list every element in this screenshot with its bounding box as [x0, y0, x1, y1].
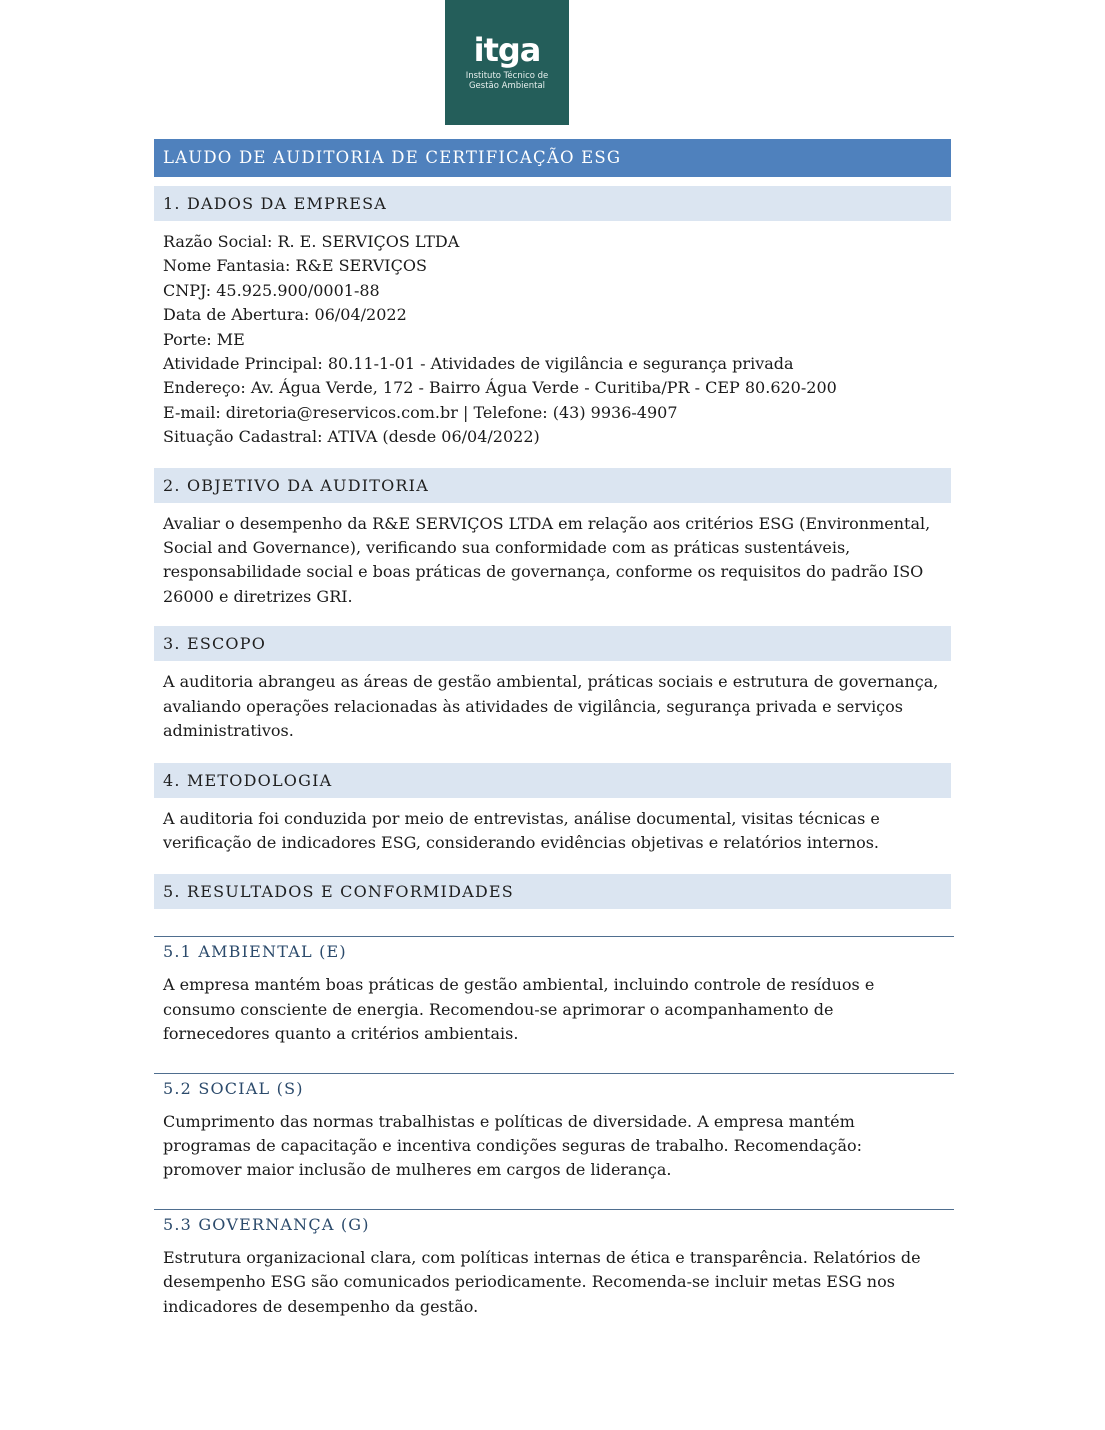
subsection-heading-environmental: 5.1 AMBIENTAL (E): [154, 936, 954, 967]
logo-subtitle: [445, 71, 569, 91]
company-data-list: [154, 221, 951, 450]
logo-subtitle-line1: Instituto Técnico de: [465, 71, 549, 81]
objective-text: Avaliar o desempenho da R&E SERVIÇOS LTDA em relação aos critérios ESG (Environmental, Social and Governance), verificando sua conformidade com as práticas sustentáveis, responsabilidade social e boas práticas de governança, conforme os requisitos do padrão ISO 26000 e diretrizes GRI.: [163, 513, 931, 606]
section-heading-scope: 3. ESCOPO: [154, 626, 951, 661]
section-heading-methodology: 4. METODOLOGIA: [154, 763, 951, 798]
itga-logo: [445, 0, 569, 125]
audit-report: [154, 139, 951, 1319]
company-legal-name: Razão Social: R. E. SERVIÇOS LTDA: [163, 232, 460, 251]
logo-mark: [445, 33, 569, 67]
section-heading-objective: 2. OBJETIVO DA AUDITORIA: [154, 468, 951, 503]
logo-wordmark: itga: [473, 31, 541, 69]
logo-subtitle-line2: Gestão Ambiental: [468, 81, 546, 91]
governance-text: Estrutura organizacional clara, com políticas internas de ética e transparência. Relatórios de desempenho ESG são comunicados periodicamente. Recomenda-se incluir metas ESG nos indicadores de desempenho da gestão.: [163, 1247, 921, 1316]
company-cnpj: CNPJ: 45.925.900/0001-88: [163, 280, 380, 300]
section-heading-results: 5. RESULTADOS E CONFORMIDADES: [154, 874, 951, 909]
section-heading-company-data: 1. DADOS DA EMPRESA: [154, 186, 951, 221]
company-contact: E-mail: diretoria@reservicos.com.br | Telefone: (43) 9936-4907: [163, 402, 678, 422]
report-title: LAUDO DE AUDITORIA DE CERTIFICAÇÃO ESG: [154, 139, 951, 177]
company-status: Situação Cadastral: ATIVA (desde 06/04/2022): [163, 427, 540, 447]
environmental-text: A empresa mantém boas práticas de gestão ambiental, incluindo controle de resíduos e consumo consciente de energia. Recomendou-se aprimorar o acompanhamento de fornecedores quanto a critérios ambientais.: [163, 975, 875, 1044]
subsection-heading-social: 5.2 SOCIAL (S): [154, 1073, 954, 1104]
social-text: Cumprimento das normas trabalhistas e políticas de diversidade. A empresa mantém programas de capacitação e incentiva condições seguras de trabalho. Recomendação: promover maior inclusão de mulheres em cargos de liderança.: [163, 1111, 863, 1180]
company-size: Porte: ME: [163, 329, 245, 349]
company-main-activity: Atividade Principal: 80.11-1-01 - Atividades de vigilância e segurança privada: [163, 354, 794, 374]
company-opening-date: Data de Abertura: 06/04/2022: [163, 305, 407, 325]
scope-text: A auditoria abrangeu as áreas de gestão ambiental, práticas sociais e estrutura de governança, avaliando operações relacionadas às atividades de vigilância, segurança privada e serviços administrativos.: [163, 672, 939, 741]
company-address: Endereço: Av. Água Verde, 172 - Bairro Água Verde - Curitiba/PR - CEP 80.620-200: [163, 378, 837, 398]
methodology-text: A auditoria foi conduzida por meio de entrevistas, análise documental, visitas técnicas e verificação de indicadores ESG, considerando evidências objetivas e relatórios internos.: [163, 808, 880, 852]
subsection-heading-governance: 5.3 GOVERNANÇA (G): [154, 1209, 954, 1240]
company-trade-name: Nome Fantasia: R&E SERVIÇOS: [163, 256, 427, 276]
